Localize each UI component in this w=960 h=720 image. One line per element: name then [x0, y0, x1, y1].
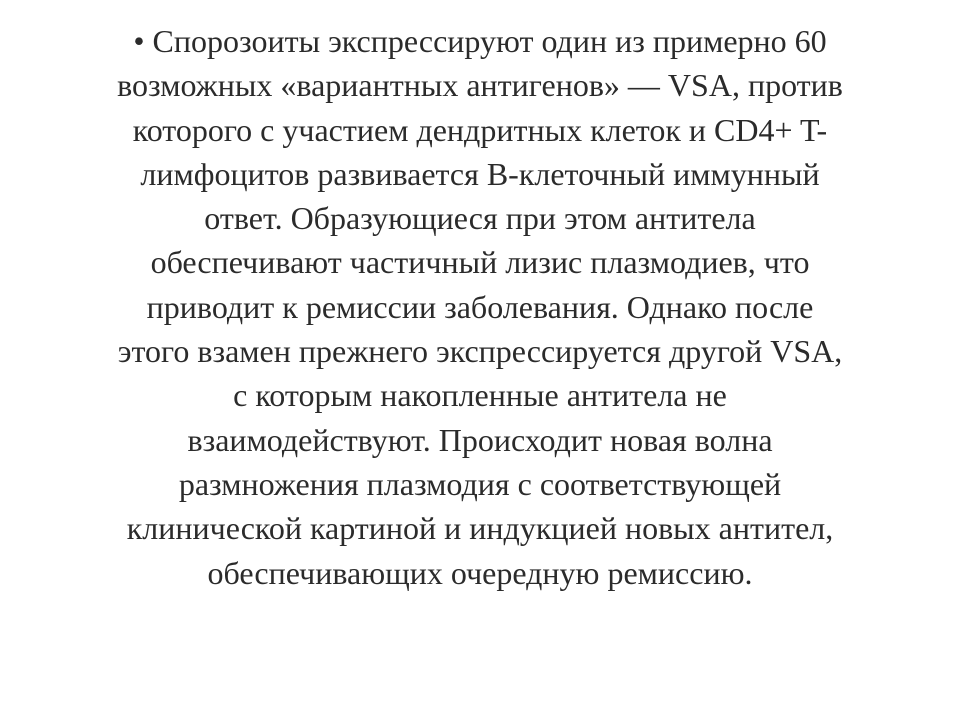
text-line: приводит к ремиссии заболевания. Однако после [146, 288, 814, 325]
text-line: взаимодействуют. Происходит новая волна [187, 421, 773, 458]
text-line: лимфоцитов развивается В-клеточный иммунный [140, 155, 820, 192]
text-line: • Спорозоиты экспрессируют один из примерно 60 [133, 23, 827, 59]
text-line: с которым накопленные антитела не [233, 377, 727, 414]
text-line: этого взамен прежнего экспрессируется другой VSA, [117, 333, 843, 370]
text-line: клинической картиной и индукцией новых антител, [126, 510, 834, 547]
text-line: ответ. Образующиеся при этом антитела [204, 200, 756, 237]
text-line: обеспечивающих очередную ремиссию. [207, 554, 753, 591]
text-line: возможных «вариантных антигенов» — VSA, против [117, 67, 843, 104]
text-line: которого с участием дендритных клеток и CD4+ T- [132, 111, 828, 148]
bullet-paragraph [52, 19, 908, 595]
text-line: размножения плазмодия с соответствующей [178, 465, 782, 502]
text-line: обеспечивают частичный лизис плазмодиев, что [150, 244, 810, 281]
